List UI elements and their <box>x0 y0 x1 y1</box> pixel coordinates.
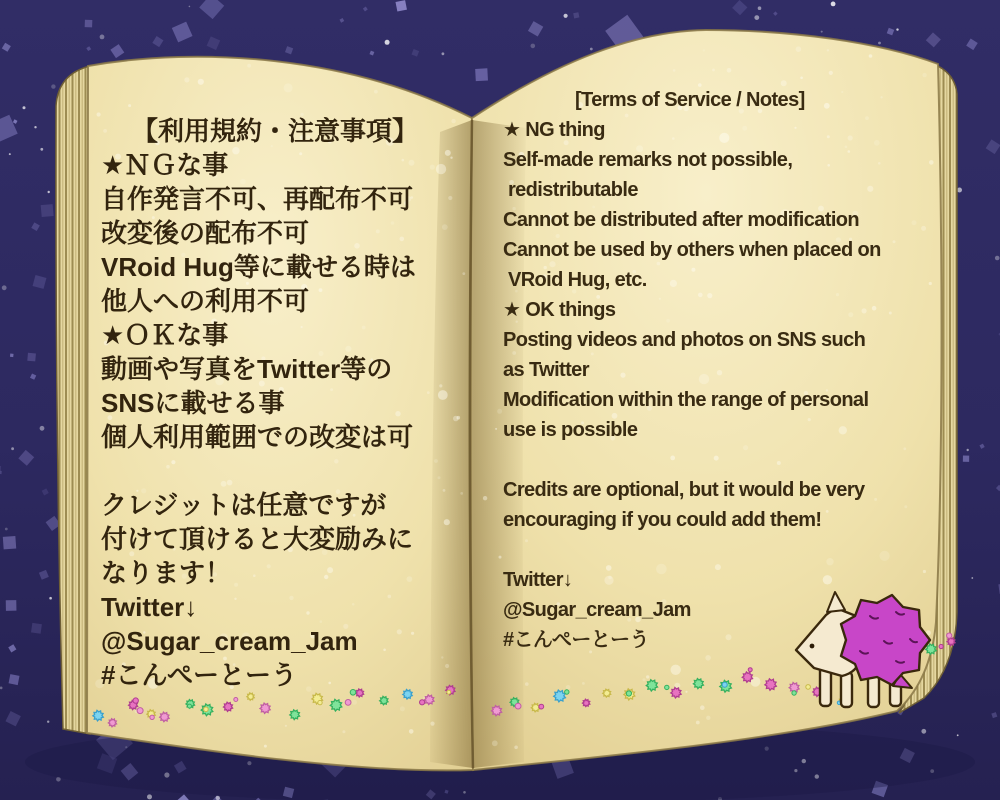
text-line <box>101 454 481 488</box>
text-line: 自作発言不可、再配布不可 <box>101 184 414 214</box>
left-page-edges <box>56 66 90 734</box>
right-page-text <box>503 85 948 655</box>
twitter-handle: @Sugar_cream_Jam <box>503 599 691 621</box>
text-line: SNSに載せる事 <box>101 388 285 418</box>
text-line <box>503 535 948 565</box>
text-line: Self-made remarks not possible, <box>503 149 793 171</box>
text-line: 動画や写真をTwitter等の <box>101 354 393 384</box>
text-line: ★ＯＫな事 <box>101 320 229 350</box>
page-title: [Terms of Service / Notes] <box>575 89 805 111</box>
text-line: Twitter↓ <box>101 592 198 622</box>
text-line: encouraging if you could add them! <box>503 509 822 531</box>
text-line: なります！ <box>101 558 232 588</box>
text-line: 個人利用範囲での改変は可 <box>101 422 414 452</box>
text-line: 他人への利用不可 <box>101 286 310 316</box>
text-line: use is possible <box>503 419 638 441</box>
left-page-text <box>101 114 481 692</box>
text-line: ★ OK things <box>503 299 616 321</box>
twitter-handle: @Sugar_cream_Jam <box>101 626 358 656</box>
text-line: Cannot be used by others when placed on <box>503 239 881 261</box>
text-line: Credits are optional, but it would be very <box>503 479 865 501</box>
hashtag: #こんぺーとーう <box>503 629 649 651</box>
hashtag: #こんぺーとーう <box>101 660 297 690</box>
text-line: Posting videos and photos on SNS such <box>503 329 866 351</box>
text-line <box>503 445 948 475</box>
text-line: Modification within the range of personal <box>503 389 869 411</box>
text-line: Cannot be distributed after modification <box>503 209 860 231</box>
text-line: Twitter↓ <box>503 569 573 591</box>
text-line: ★ＮＧな事 <box>101 150 229 180</box>
text-line: redistributable <box>503 179 638 201</box>
text-line: クレジットは任意ですが <box>101 490 387 520</box>
text-line: 【利用規約・注意事項】 <box>132 116 419 146</box>
text-line: as Twitter <box>503 359 589 381</box>
text-line: VRoid Hug等に載せる時は <box>101 252 416 282</box>
text-line: ★ NG thing <box>503 119 605 141</box>
text-line: 改変後の配布不可 <box>101 218 310 248</box>
text-line: VRoid Hug, etc. <box>503 269 647 291</box>
text-line: 付けて頂けると大変励みに <box>101 524 414 554</box>
